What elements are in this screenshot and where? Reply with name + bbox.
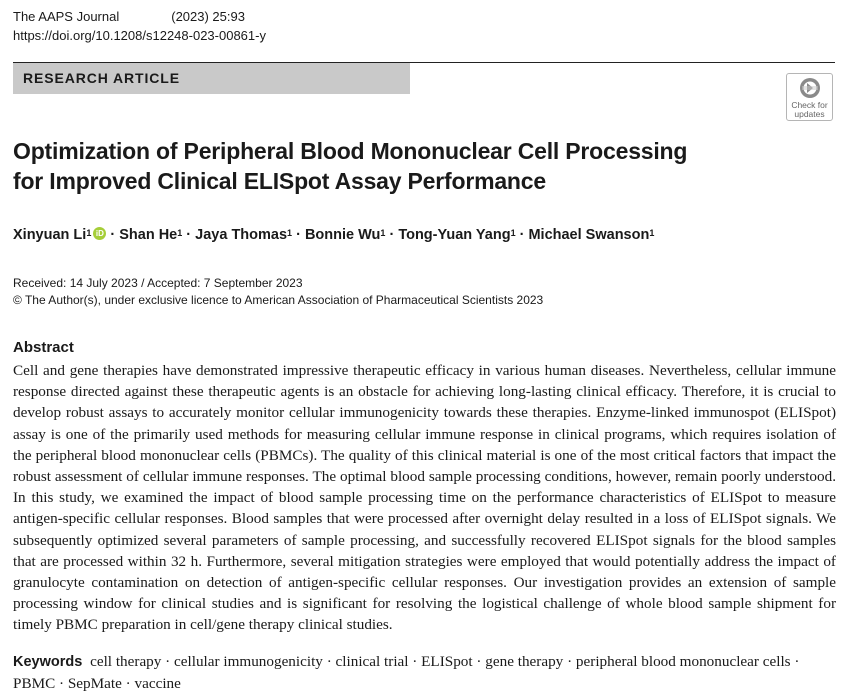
check-for-updates-badge[interactable] [786,73,833,121]
title-line-1: Optimization of Peripheral Blood Mononuclear Cell Processing [13,138,688,164]
keywords-heading: Keywords [13,654,83,670]
affiliation-marker: 1 [510,228,516,238]
journal-name: The AAPS Journal [13,9,120,24]
citation: (2023) 25:93 [171,9,245,24]
author-name[interactable]: Xinyuan Li [13,227,87,243]
article-title [13,136,687,196]
check-updates-label-1: Check for [791,100,828,110]
author-name[interactable]: Tong-Yuan Yang [398,227,511,243]
affiliation-marker: 1 [649,228,655,238]
keywords-section [13,651,836,694]
author-name[interactable]: Shan He [119,227,178,243]
check-updates-label-2: updates [794,109,825,119]
author-name[interactable]: Jaya Thomas [195,227,288,243]
author-separator: · [292,227,305,243]
article-type-banner [13,63,410,94]
affiliation-marker: 1 [287,228,293,238]
journal-citation-line [13,9,245,25]
author-separator: · [106,227,120,243]
author-separator: · [182,227,196,243]
affiliation-marker: 1 [86,228,92,238]
copyright-notice: © The Author(s), under exclusive licence to American Association of Pharmaceutical Scientists 2023 [13,293,544,307]
check-updates-icon [799,77,821,99]
author-name[interactable]: Michael Swanson [528,227,650,243]
abstract-text: Cell and gene therapies have demonstrated impressive therapeutic efficacy in various human diseases. Nevertheless, cellular immune response directed against these therapeutic agents is an obstacle for achieving long-lasting clinical efficacy. Therefore, it is crucial to develop robust assays to accurately monitor cellular immunogenicity towards these therapies. Enzyme-linked immunospot (ELISpot) assay is one of the primarily used methods for measuring cellular immune response in clinical programs, which requires isolation of the peripheral blood mononuclear cells (PBMCs). The quality of this clinical material is one of the most critical factors that impact the robust assessment of cellular immune responses. The optimal blood sample processing conditions, however, remain poorly understood. In this study, we examined the impact of blood sample processing time on the performance characteristics of ELISpot to measure antigen-specific cellular responses. Blood samples that were processed after overnight delay resulted in a loss of ELISpot signals. We subsequently optimized several parameters of sample processing, and successfully recovered ELISpot signals for the blood samples that are processed within 32 h. Furthermore, several mitigation strategies were employed that would potentially address the impact of granulocyte contamination on detection of antigen-specific cellular responses. Our investigation provides an extension of sample processing window for clinical studies and is significant for resolving the logistical challenge of whole blood sample shipment for timely PBMC preparation in cell/gene therapy clinical studies. [13,362,836,634]
author-name[interactable]: Bonnie Wu [304,227,381,243]
author-separator: · [515,227,529,243]
abstract-heading: Abstract [13,339,74,356]
doi-link[interactable]: https://doi.org/10.1208/s12248-023-00861-y [13,28,266,43]
affiliation-marker: 1 [380,228,386,238]
keywords-text: cell therapy · cellular immunogenicity · clinical trial · ELISpot · gene therapy · peripheral blood mononuclear cells · PBMC · SepMate · vaccine [13,653,800,693]
received-accepted-dates: Received: 14 July 2023 / Accepted: 7 September 2023 [13,276,303,290]
title-line-2: for Improved Clinical ELISpot Assay Performance [13,168,546,194]
affiliation-marker: 1 [177,228,183,238]
author-list [13,226,654,244]
author-separator: · [385,227,399,243]
article-type-label: RESEARCH ARTICLE [23,70,180,86]
orcid-icon[interactable]: iD [93,227,106,240]
